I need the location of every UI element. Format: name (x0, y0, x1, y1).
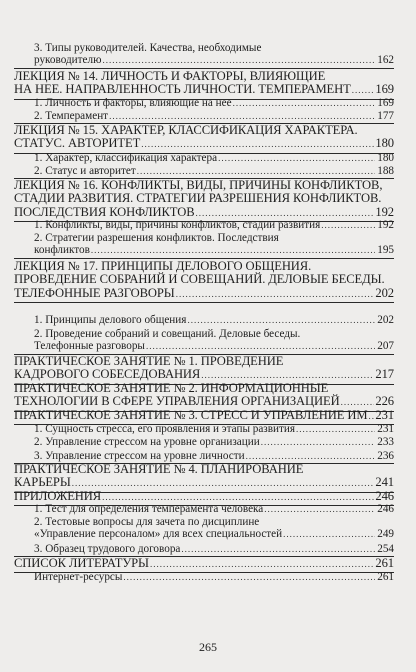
leader-dots (146, 340, 375, 352)
toc-entry-title-line: ПРАКТИЧЕСКОЕ ЗАНЯТИЕ № 3. СТРЕСС И УПРАВЛЕНИЕ ИМ (14, 408, 368, 422)
toc-entry-title-line: КАРЬЕРЫ (14, 475, 71, 490)
toc-entry[interactable] (14, 543, 394, 555)
toc-entry-title-line: ЛЕКЦИЯ № 14. ЛИЧНОСТЬ И ФАКТОРЫ, ВЛИЯЮЩИЕ (14, 69, 326, 83)
toc-entry-title-line: ПРАКТИЧЕСКОЕ ЗАНЯТИЕ № 2. ИНФОРМАЦИОННЫЕ (14, 381, 329, 395)
toc-entry-title-line: Интернет-ресурсы (34, 571, 123, 583)
toc-entry-title-line: 3. Типы руководителей. Качества, необходимые (34, 42, 262, 54)
toc-page-number: 236 (377, 450, 394, 462)
leader-dots (264, 503, 375, 515)
toc-entry[interactable] (14, 179, 394, 220)
toc-entry-title-line: 1. Конфликты, виды, причины конфликтов, стадии развития (34, 219, 321, 231)
toc-entry[interactable] (14, 152, 394, 164)
toc-entry[interactable] (14, 503, 394, 515)
toc-entry-title-line: 1. Характер, классификация характера (34, 152, 218, 164)
toc-entry[interactable] (14, 436, 394, 448)
toc-entry-title-line: 2. Управление стрессом на уровне организации (34, 436, 260, 448)
toc-page-number: 233 (377, 436, 394, 448)
toc-page-number: 180 (375, 136, 394, 151)
toc-page-number: 202 (377, 314, 394, 326)
toc-page-number: 231 (377, 423, 394, 435)
leader-dots (137, 165, 375, 177)
toc-entry-title-line: 1. Тест для определения темперамента человека (34, 503, 264, 515)
toc-entry[interactable] (14, 557, 394, 571)
leader-dots (233, 97, 375, 109)
toc-page-number: 241 (375, 475, 394, 490)
toc-entry-title-line: 2. Проведение собраний и совещаний. Деловые беседы. (34, 328, 301, 340)
toc-entry-title-line: СТАДИИ РАЗВИТИЯ. СТРАТЕГИИ РАЗРЕШЕНИЯ КОНФЛИКТОВ. (14, 191, 382, 206)
toc-entry-title-line: 2. Статус и авторитет (34, 165, 136, 177)
toc-entry-title-line: ПРОВЕДЕНИЕ СОБРАНИЙ И СОВЕЩАНИЙ. ДЕЛОВЫЕ БЕСЕДЫ. (14, 272, 385, 287)
toc-page-number: 254 (377, 543, 394, 555)
toc-entry[interactable] (14, 314, 394, 326)
leader-dots (102, 54, 375, 66)
toc-page-number: 246 (375, 489, 394, 503)
toc-entry-title-line: конфликтов (34, 244, 90, 257)
toc-entry-title-line: НА НЕЕ. НАПРАВЛЕННОСТЬ ЛИЧНОСТИ. ТЕМПЕРАМЕНТ (14, 82, 351, 97)
toc-entry-title-line: Телефонные разговоры (34, 340, 145, 353)
toc-page-number: 169 (375, 82, 394, 97)
leader-dots (141, 138, 374, 151)
leader-dots (123, 571, 375, 583)
toc-entry-title-line: 1. Личность и факторы, влияющие на нее (34, 97, 232, 109)
toc-entry[interactable] (14, 70, 394, 98)
toc-entry-title-line: ЛЕКЦИЯ № 15. ХАРАКТЕР, КЛАССИФИКАЦИЯ ХАРАКТЕРА. (14, 123, 358, 137)
toc-entry-title-line: 2. Темперамент (34, 110, 109, 122)
toc-entry[interactable] (14, 516, 394, 541)
leader-dots (296, 423, 375, 435)
leader-dots (150, 558, 374, 571)
leader-dots (369, 410, 375, 423)
toc-entry-title-line: ПРАКТИЧЕСКОЕ ЗАНЯТИЕ № 1. ПРОВЕДЕНИЕ (14, 354, 284, 368)
leader-dots (246, 450, 375, 462)
toc-page-number: 162 (377, 54, 394, 67)
toc-entry-title-line: ЛЕКЦИЯ № 17. ПРИНЦИПЫ ДЕЛОВОГО ОБЩЕНИЯ. (14, 259, 312, 273)
toc-entry[interactable] (14, 463, 394, 491)
toc-page-number: 202 (375, 285, 394, 300)
toc-entry-title-line: СПИСОК ЛИТЕРАТУРЫ (14, 556, 149, 570)
toc-entry[interactable] (14, 165, 394, 177)
toc-page-number: 226 (375, 394, 394, 409)
toc-page-number: 261 (375, 556, 394, 570)
toc-page-number: 192 (377, 219, 394, 231)
toc-page-number: 231 (375, 408, 394, 422)
toc-entry[interactable] (14, 124, 394, 152)
toc-page-number: 188 (377, 165, 394, 177)
toc-page-number: 192 (375, 204, 394, 219)
page-number: 265 (199, 640, 217, 654)
toc-entry-title-line: «Управление персоналом» для всех специальностей (34, 528, 283, 541)
toc-entry-title-line: СТАТУС. АВТОРИТЕТ (14, 136, 141, 151)
toc-entry-title-line: руководителю (34, 54, 102, 67)
toc-page-number: 169 (377, 97, 394, 109)
toc-entry[interactable] (14, 328, 394, 353)
leader-dots (187, 314, 375, 326)
toc-page-number: 177 (377, 110, 394, 122)
toc-entry[interactable] (14, 355, 394, 383)
section-divider (14, 302, 394, 303)
toc-entry-title-line: ЛЕКЦИЯ № 16. КОНФЛИКТЫ, ВИДЫ, ПРИЧИНЫ КОНФЛИКТОВ, (14, 178, 383, 192)
toc-entry-title-line: ПОСЛЕДСТВИЯ КОНФЛИКТОВ (14, 204, 195, 219)
toc-entry[interactable] (14, 423, 394, 435)
toc-page-number: 249 (377, 528, 394, 541)
toc-entry-title-line: 2. Тестовые вопросы для зачета по дисциплине (34, 516, 260, 528)
leader-dots (181, 543, 375, 555)
leader-dots (72, 477, 375, 490)
leader-dots (261, 436, 375, 448)
toc-entry-title-line: 3. Образец трудового договора (34, 543, 181, 555)
toc-entry-title-line: ПРАКТИЧЕСКОЕ ЗАНЯТИЕ № 4. ПЛАНИРОВАНИЕ (14, 462, 304, 476)
toc-entry[interactable] (14, 450, 394, 462)
toc-entry[interactable] (14, 42, 394, 67)
leader-dots (352, 84, 375, 97)
toc-entry-title-line: 1. Сущность стресса, его проявления и этапы развития (34, 423, 296, 435)
leader-dots (218, 152, 375, 164)
toc-page-number: 246 (377, 503, 394, 515)
toc-page-number: 261 (377, 571, 394, 583)
toc-entry[interactable] (14, 232, 394, 257)
toc-page-number: 207 (377, 340, 394, 353)
toc-entry-title-line: ПРИЛОЖЕНИЯ (14, 489, 102, 503)
leader-dots (321, 219, 375, 231)
toc-entry-title-line: ТЕЛЕФОННЫЕ РАЗГОВОРЫ (14, 285, 175, 300)
leader-dots (176, 288, 375, 301)
leader-dots (109, 110, 375, 122)
toc-entry[interactable] (14, 571, 394, 583)
toc-entry[interactable] (14, 219, 394, 231)
toc-page-number: 217 (375, 367, 394, 382)
toc-entry[interactable] (14, 97, 394, 109)
toc-entry[interactable] (14, 382, 394, 410)
toc-entry-title-line: КАДРОВОГО СОБЕСЕДОВАНИЯ (14, 367, 201, 382)
toc-entry[interactable] (14, 409, 394, 423)
toc-entry-title-line: 2. Стратегии разрешения конфликтов. Последствия (34, 232, 279, 244)
toc-page-number: 195 (377, 244, 394, 257)
leader-dots (283, 528, 375, 540)
toc-entry[interactable] (14, 260, 394, 301)
toc-entry[interactable] (14, 110, 394, 122)
toc-entry-title-line: 1. Принципы делового общения (34, 314, 187, 326)
leader-dots (91, 244, 375, 256)
toc-page-number: 180 (377, 152, 394, 164)
toc-entry-title-line: ТЕХНОЛОГИИ В СФЕРЕ УПРАВЛЕНИЯ ОРГАНИЗАЦИЕЙ (14, 394, 340, 409)
toc-entry-title-line: 3. Управление стрессом на уровне личности (34, 450, 245, 462)
